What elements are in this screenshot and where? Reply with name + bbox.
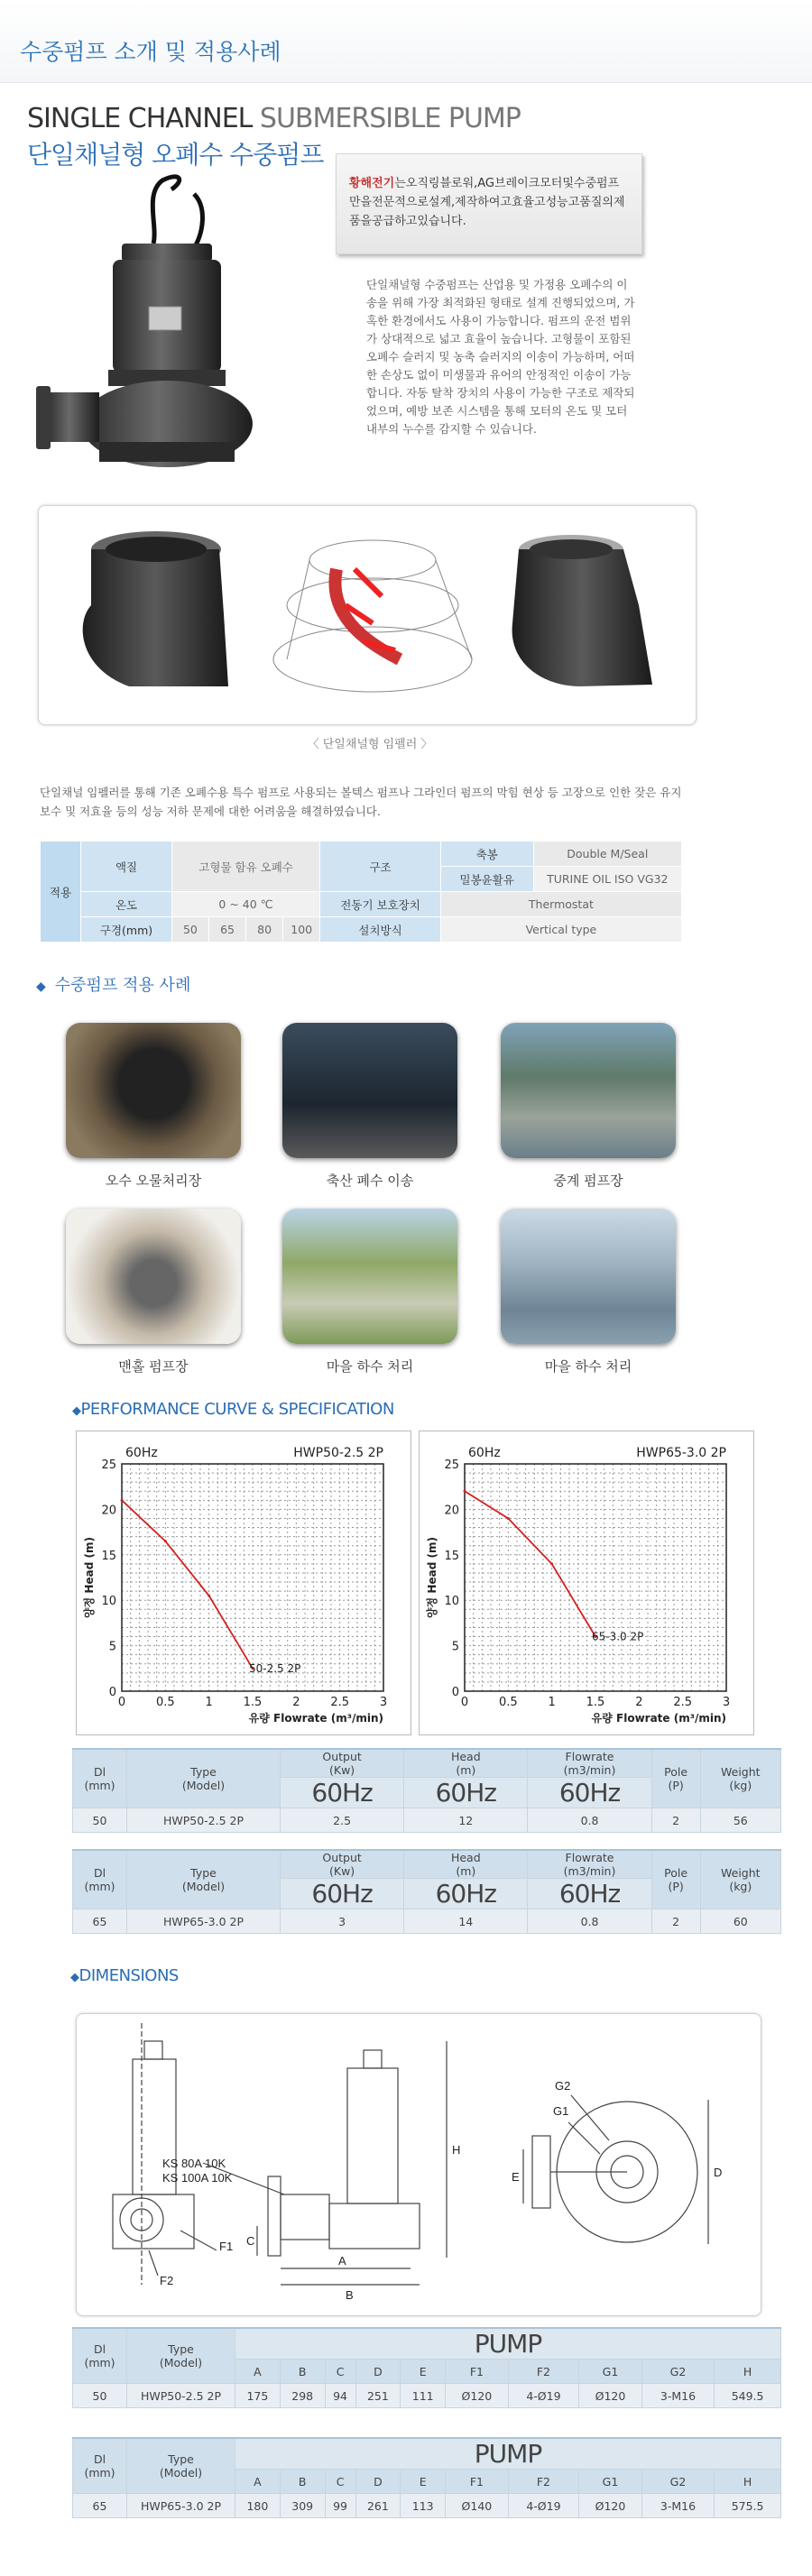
m3-unit: (m3/min) xyxy=(563,1763,616,1777)
product-title-light: SUBMERSIBLE PUMP xyxy=(259,103,521,134)
cell-dim-value: 261 xyxy=(355,2494,401,2518)
cell-dim-value: 298 xyxy=(280,2384,325,2408)
dim-header: B xyxy=(280,2470,325,2494)
col-type xyxy=(127,1850,281,1909)
curve-point xyxy=(507,1517,510,1520)
table-row xyxy=(73,1808,781,1833)
cell-dim-value: 4-Ø19 xyxy=(508,2494,579,2518)
dim-label-d: D xyxy=(714,2166,723,2179)
dim-header: H xyxy=(715,2360,781,2384)
cell-model: HWP65-3.0 2P xyxy=(127,1909,281,1934)
type-label: Type xyxy=(190,1866,217,1880)
diamond-icon: ◆ xyxy=(70,1971,79,1984)
flow-label: Flowrate xyxy=(565,1851,614,1864)
cell-model: HWP50-2.5 2P xyxy=(127,1808,281,1833)
kw-unit: (Kw) xyxy=(329,1864,355,1878)
curve-point xyxy=(164,1540,167,1542)
pump-title: PUMP xyxy=(235,2328,781,2360)
dim-header: A xyxy=(235,2360,281,2384)
dimension-drawing-box xyxy=(76,2013,761,2316)
col-weight xyxy=(700,1850,780,1909)
col-dl xyxy=(73,1749,127,1808)
cell-dim-value: 180 xyxy=(235,2494,281,2518)
pump-top-view xyxy=(523,2095,708,2244)
cell-dim-value: 111 xyxy=(401,2384,446,2408)
curve-annotation: 65-3.0 2P xyxy=(592,1630,644,1643)
impeller-images xyxy=(39,506,697,726)
dl-label: Dl xyxy=(93,1765,106,1779)
bore-value: 80 xyxy=(246,917,283,943)
cell-dl: 65 xyxy=(73,1909,127,1934)
case-image xyxy=(501,1023,676,1158)
case-image xyxy=(66,1023,241,1158)
y-tick-label: 5 xyxy=(451,1640,459,1654)
cell-head: 14 xyxy=(404,1909,528,1934)
col-type xyxy=(127,2438,235,2494)
cell-dim-value: Ø140 xyxy=(446,2494,509,2518)
dimension-table-1 xyxy=(72,2327,781,2408)
cell-dim-value: 575.5 xyxy=(715,2494,781,2518)
y-tick-label: 5 xyxy=(108,1640,116,1654)
kg-unit: (kg) xyxy=(729,1779,752,1792)
dim-label-f1: F1 xyxy=(219,2240,234,2253)
cell-model: HWP65-3.0 2P xyxy=(127,2494,235,2518)
x-tick-label: 0.5 xyxy=(498,1696,518,1709)
dim-label-f2: F2 xyxy=(160,2274,174,2287)
cases-title: 수중펌프 적용 사례 xyxy=(54,976,191,995)
pump-front-view xyxy=(113,2023,217,2285)
apply-label: 적용 xyxy=(41,842,81,943)
x-tick-label: 2.5 xyxy=(673,1696,693,1709)
pump-side-view xyxy=(203,2041,447,2285)
x-tick-label: 1.5 xyxy=(586,1696,605,1709)
case-image xyxy=(501,1209,676,1344)
pole-label: Pole xyxy=(664,1765,688,1779)
dim-header: F1 xyxy=(446,2360,509,2384)
output-label: Output xyxy=(322,1851,362,1864)
cases-heading xyxy=(36,972,190,996)
case-caption: 맨홀 펌프장 xyxy=(118,1358,189,1375)
oil-label: 밀봉윤활유 xyxy=(440,867,533,892)
hz-label: 60Hz xyxy=(281,1879,404,1909)
cell-head: 12 xyxy=(404,1808,528,1833)
col-output xyxy=(281,1850,404,1879)
cell-flow: 0.8 xyxy=(528,1909,651,1934)
dim-header: A xyxy=(235,2470,281,2494)
temp-value: 0 ~ 40 ℃ xyxy=(171,892,319,917)
dim-label-b: B xyxy=(346,2288,354,2302)
cell-pole: 2 xyxy=(651,1909,700,1934)
spec-table-1 xyxy=(72,1748,781,1833)
x-tick-label: 2 xyxy=(635,1696,643,1709)
bore-value: 50 xyxy=(171,917,208,943)
col-head xyxy=(404,1850,528,1879)
chart-frequency: 60Hz xyxy=(468,1446,501,1460)
col-flow xyxy=(528,1749,651,1778)
table-header-row xyxy=(73,2438,781,2470)
cell-dim-value: Ø120 xyxy=(579,2384,642,2408)
x-tick-label: 1.5 xyxy=(243,1696,263,1709)
weight-label: Weight xyxy=(721,1765,761,1779)
cell-dim-value: 175 xyxy=(235,2384,281,2408)
cell-dim-value: Ø120 xyxy=(446,2384,509,2408)
diamond-icon: ◆ xyxy=(36,980,46,994)
bore-label: 구경(mm) xyxy=(81,917,172,943)
x-tick-label: 2 xyxy=(292,1696,300,1709)
dl-label: Dl xyxy=(93,1866,106,1880)
performance-chart-2 xyxy=(419,1431,754,1735)
col-dl xyxy=(73,2328,127,2384)
cell-dim-value: 549.5 xyxy=(715,2384,781,2408)
table-header-row xyxy=(73,2328,781,2360)
dim-header: G1 xyxy=(579,2470,642,2494)
x-tick-label: 1 xyxy=(548,1696,556,1709)
cell-flow: 0.8 xyxy=(528,1808,651,1833)
install-value: Vertical type xyxy=(440,917,681,943)
intro-text: 단일채널 임펠러를 통해 기존 오폐수용 특수 펌프로 사용되는 볼텍스 펌프나 그라인더 펌프의 막힘 현상 등 고장으로 인한 잦은 유지 보수 및 저효율 등의 성능 저하 문제에 대한 어려움을 해결하였습니다. xyxy=(40,786,682,818)
dim-label-ks80: KS 80A 10K xyxy=(162,2157,226,2170)
x-axis-label: 유량 Flowrate (m³/min) xyxy=(591,1712,726,1725)
y-tick-label: 0 xyxy=(108,1686,116,1699)
cell-weight: 56 xyxy=(700,1808,780,1833)
product-title xyxy=(27,103,521,134)
page-title: 수중펌프 소개 및 적용사례 xyxy=(20,39,281,65)
product-title-dark: SINGLE CHANNEL xyxy=(27,103,253,134)
cell-pole: 2 xyxy=(651,1808,700,1833)
cell-output: 2.5 xyxy=(281,1808,404,1833)
curve-point xyxy=(550,1562,553,1565)
dim-header: H xyxy=(715,2470,781,2494)
x-tick-label: 2.5 xyxy=(330,1696,350,1709)
shaft-value: Double M/Seal xyxy=(533,842,681,867)
cell-dl: 50 xyxy=(73,1808,127,1833)
motor-prot-label: 전동기 보호장치 xyxy=(320,892,441,917)
x-tick-label: 0 xyxy=(117,1696,126,1709)
pump-title: PUMP xyxy=(235,2438,781,2470)
oil-value: TURINE OIL ISO VG32 xyxy=(533,867,681,892)
cell-dim-value: 99 xyxy=(325,2494,355,2518)
col-head xyxy=(404,1749,528,1778)
x-tick-label: 3 xyxy=(722,1696,731,1709)
performance-chart-1 xyxy=(76,1431,411,1735)
y-tick-label: 10 xyxy=(101,1595,116,1609)
fluid-label: 액질 xyxy=(81,842,172,892)
cell-dim-value: Ø120 xyxy=(579,2494,642,2518)
col-dl xyxy=(73,1850,127,1909)
bore-value: 100 xyxy=(283,917,320,943)
case-caption: 오수 오물처리장 xyxy=(105,1173,202,1189)
company-callout xyxy=(336,153,642,254)
dim-label-h: H xyxy=(452,2143,461,2157)
cell-dim-value: 309 xyxy=(280,2494,325,2518)
dim-header: G2 xyxy=(641,2470,714,2494)
head-label: Head xyxy=(450,1750,481,1763)
curve-annotation: 50-2.5 2P xyxy=(249,1661,301,1675)
cell-dim-value: 113 xyxy=(401,2494,446,2518)
dim-header: E xyxy=(401,2360,446,2384)
chart-title: HWP50-2.5 2P xyxy=(293,1446,383,1460)
curve-point xyxy=(464,1490,466,1493)
fluid-value: 고형물 함유 오폐수 xyxy=(171,842,319,892)
pump-image xyxy=(36,171,271,469)
x-tick-label: 0 xyxy=(460,1696,469,1709)
dl-label: Dl xyxy=(93,2452,106,2466)
output-label: Output xyxy=(322,1750,362,1763)
col-pole xyxy=(651,1850,700,1909)
y-axis-label: 양정 Head (m) xyxy=(426,1537,438,1618)
product-subtitle: 단일채널형 오폐수 수중펌프 xyxy=(27,140,324,170)
x-tick-label: 0.5 xyxy=(155,1696,175,1709)
y-tick-label: 20 xyxy=(444,1504,459,1518)
performance-heading xyxy=(72,1400,394,1419)
performance-title: PERFORMANCE CURVE & SPECIFICATION xyxy=(80,1400,394,1419)
p-unit: (P) xyxy=(668,1880,684,1893)
col-output xyxy=(281,1749,404,1778)
hz-label: 60Hz xyxy=(404,1778,528,1808)
cell-dim-value: 94 xyxy=(325,2384,355,2408)
mm-label: (mm) xyxy=(84,2466,115,2479)
impeller-caption: 〈 단일채널형 임펠러 〉 xyxy=(307,738,433,751)
type-label: Type xyxy=(168,2342,194,2356)
x-tick-label: 3 xyxy=(379,1696,388,1709)
cell-dim-value: 251 xyxy=(355,2384,401,2408)
install-label: 설치방식 xyxy=(320,917,441,943)
case-caption: 중계 펌프장 xyxy=(553,1173,623,1189)
cell-dim-value: 3-M16 xyxy=(641,2494,714,2518)
impeller-image-box xyxy=(38,505,697,725)
hz-label: 60Hz xyxy=(528,1879,651,1909)
structure-label: 구조 xyxy=(320,842,441,892)
col-type xyxy=(127,2328,235,2384)
cell-weight: 60 xyxy=(700,1909,780,1934)
dim-label-c: C xyxy=(246,2234,255,2248)
dim-label-a: A xyxy=(338,2254,346,2268)
type-label: Type xyxy=(190,1765,217,1779)
diamond-icon: ◆ xyxy=(72,1404,81,1418)
impeller-right xyxy=(512,535,652,686)
col-type xyxy=(127,1749,281,1808)
y-tick-label: 25 xyxy=(444,1458,459,1472)
y-tick-label: 10 xyxy=(444,1595,459,1609)
dim-header: F1 xyxy=(446,2470,509,2494)
case-image xyxy=(282,1023,457,1158)
col-dl xyxy=(73,2438,127,2494)
model-label: (Model) xyxy=(181,1779,226,1792)
cell-model: HWP50-2.5 2P xyxy=(127,2384,235,2408)
p-unit: (P) xyxy=(668,1779,684,1792)
case-caption: 마을 하수 처리 xyxy=(326,1358,414,1375)
dim-header: D xyxy=(355,2470,401,2494)
chart-title: HWP65-3.0 2P xyxy=(636,1446,726,1460)
product-description: 단일채널형 수중펌프는 산업용 및 가정용 오폐수의 이송을 위해 가장 최적화된 형태로 설계 진행되었으며, 가혹한 환경에서도 사용이 가능합니다. 펌프의 운전 범위가 상대적으로 넓고 효율이 높습니다. 고형물이 포함된 오폐수 슬러지 및 농축 슬러지의 이송이 가능하며, 어떠한 손상도 없이 미생물과 유어의 안정적인 이송이 가능합니다. 자동 탈착 장치의 사용이 가능한 구조로 제작되었으며, 예방 보존 시스템을 통해 모터의 온도 및 모터 내부의 누수를 감지할 수 있습니다. xyxy=(366,278,635,436)
dim-label-g1: G1 xyxy=(553,2104,569,2118)
case-caption: 축산 폐수 이송 xyxy=(326,1173,414,1189)
y-tick-label: 15 xyxy=(444,1549,459,1563)
kw-unit: (Kw) xyxy=(329,1763,355,1777)
y-tick-label: 25 xyxy=(101,1458,116,1472)
cell-dl: 65 xyxy=(73,2494,127,2518)
kg-unit: (kg) xyxy=(729,1880,752,1893)
table-row xyxy=(73,2384,781,2408)
mm-label: (mm) xyxy=(84,1779,115,1792)
spec-table-2 xyxy=(72,1849,781,1934)
shaft-label: 축봉 xyxy=(440,842,533,867)
dl-label: Dl xyxy=(93,2342,106,2356)
dim-header: C xyxy=(325,2470,355,2494)
case-image xyxy=(282,1209,457,1344)
col-pole xyxy=(651,1749,700,1808)
hz-label: 60Hz xyxy=(528,1778,651,1808)
hz-label: 60Hz xyxy=(281,1778,404,1808)
impeller-left xyxy=(83,531,228,686)
callout-brand: 황해전기 xyxy=(349,177,395,190)
table-row xyxy=(73,1909,781,1934)
case-image xyxy=(66,1209,241,1344)
x-tick-label: 1 xyxy=(205,1696,213,1709)
dim-header: D xyxy=(355,2360,401,2384)
callout-text: 는오직링블로워,AG브레이크모터및수중펌프만을전문적으로설계,제작하여고효율고성능고품질의제품을공급하고있습니다. xyxy=(349,177,625,228)
dim-header: F2 xyxy=(508,2470,579,2494)
dim-label-g2: G2 xyxy=(555,2079,571,2093)
col-weight xyxy=(700,1749,780,1808)
m3-unit: (m3/min) xyxy=(563,1864,616,1878)
curve-point xyxy=(208,1595,210,1597)
chart-frequency: 60Hz xyxy=(125,1446,158,1460)
dim-label-e: E xyxy=(512,2170,520,2184)
x-axis-label: 유량 Flowrate (m³/min) xyxy=(248,1712,383,1725)
mm-label: (mm) xyxy=(84,1880,115,1893)
temp-label: 온도 xyxy=(81,892,172,917)
dimension-drawing xyxy=(77,2014,762,2317)
model-label: (Model) xyxy=(159,2356,203,2369)
dim-header: F2 xyxy=(508,2360,579,2384)
dimensions-heading xyxy=(70,1966,179,1985)
cell-output: 3 xyxy=(281,1909,404,1934)
mm-label: (mm) xyxy=(84,2356,115,2369)
col-flow xyxy=(528,1850,651,1879)
performance-curve xyxy=(122,1500,253,1668)
motor-prot-value: Thermostat xyxy=(440,892,681,917)
hz-label: 60Hz xyxy=(404,1879,528,1909)
dimension-table-2 xyxy=(72,2437,781,2518)
type-label: Type xyxy=(168,2452,194,2466)
m-unit: (m) xyxy=(456,1864,476,1878)
table-header-row xyxy=(73,1850,781,1879)
pole-label: Pole xyxy=(664,1866,688,1880)
dimensions-title: DIMENSIONS xyxy=(78,1966,179,1985)
application-spec-table xyxy=(40,841,682,943)
dim-header: E xyxy=(401,2470,446,2494)
model-label: (Model) xyxy=(181,1880,226,1893)
dim-label-ks100: KS 100A 10K xyxy=(162,2171,233,2185)
cell-dim-value: 4-Ø19 xyxy=(508,2384,579,2408)
dim-header: G1 xyxy=(579,2360,642,2384)
y-tick-label: 15 xyxy=(101,1549,116,1563)
table-row xyxy=(73,2494,781,2518)
table-header-row xyxy=(73,1749,781,1778)
head-label: Head xyxy=(450,1851,481,1864)
flow-label: Flowrate xyxy=(565,1750,614,1763)
y-axis-label: 양정 Head (m) xyxy=(83,1537,96,1618)
case-caption: 마을 하수 처리 xyxy=(544,1358,632,1375)
cell-dim-value: 3-M16 xyxy=(641,2384,714,2408)
dim-header: C xyxy=(325,2360,355,2384)
y-tick-label: 20 xyxy=(101,1504,116,1518)
curve-point xyxy=(121,1499,124,1502)
model-label: (Model) xyxy=(159,2466,203,2479)
cell-dl: 50 xyxy=(73,2384,127,2408)
dim-header: B xyxy=(280,2360,325,2384)
bore-value: 65 xyxy=(208,917,245,943)
impeller-cutaway xyxy=(273,540,472,692)
y-tick-label: 0 xyxy=(451,1686,459,1699)
dim-header: G2 xyxy=(641,2360,714,2384)
m-unit: (m) xyxy=(456,1763,476,1777)
weight-label: Weight xyxy=(721,1866,761,1880)
